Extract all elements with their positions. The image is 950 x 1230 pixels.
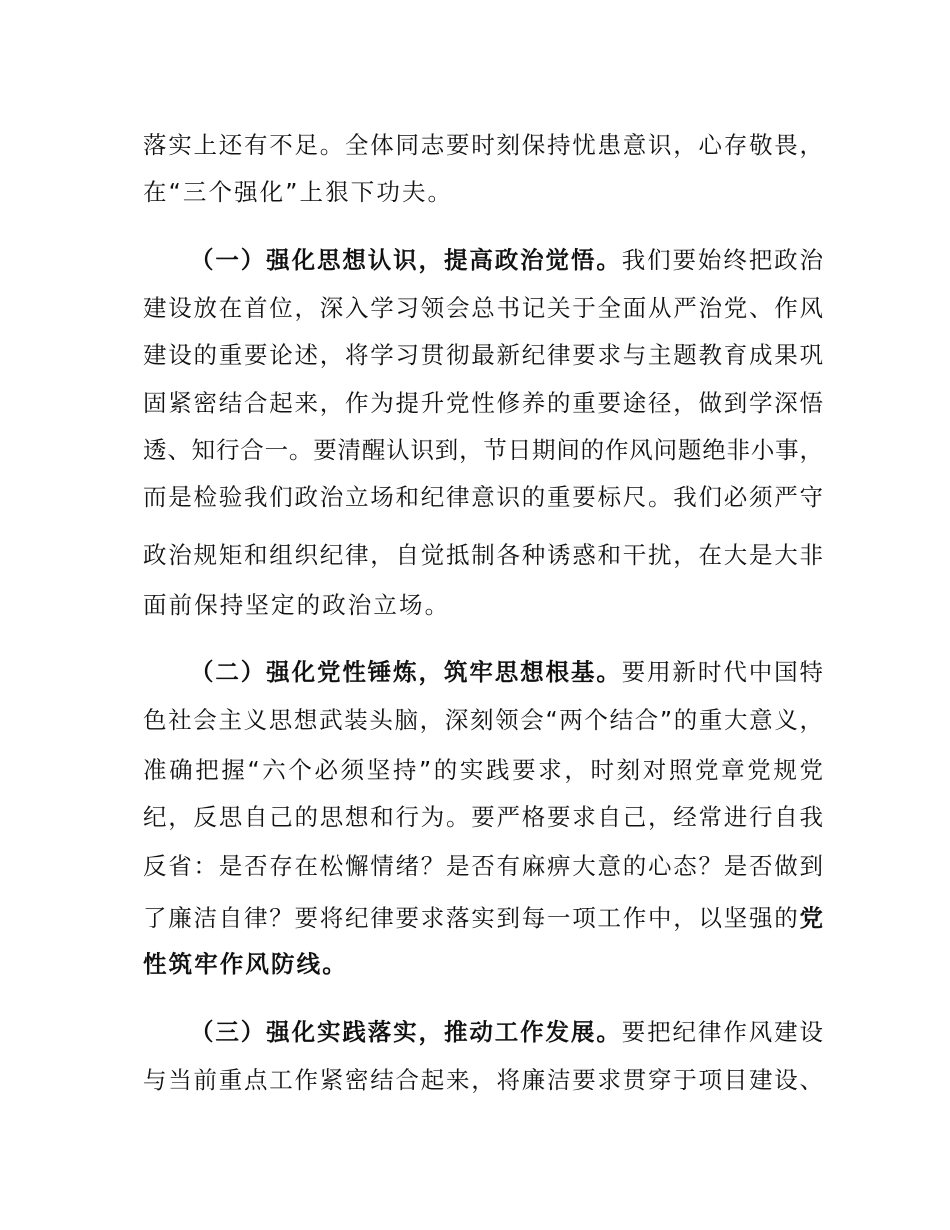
section3-line-2: 与当前重点工作紧密结合起来，将廉洁要求贯穿于项目建设、 <box>143 1066 823 1094</box>
section2-line-3: 准确把握“六个必须坚持”的实践要求，时刻对照党章党规党 <box>143 756 823 784</box>
section2-heading: （二）强化党性锤炼，筑牢思想根基。 <box>190 658 622 686</box>
section2-line-2: 色社会主义思想武装头脑，深刻领会“两个结合”的重大意义， <box>143 706 823 734</box>
section3-line-1 <box>190 1012 823 1052</box>
section3-line-1-text: 要把纪律作风建设 <box>621 1018 824 1046</box>
section1-line-4: 固紧密结合起来，作为提升党性修养的重要途径，做到学深悟 <box>143 389 823 417</box>
section2-line-6-bold: 党 <box>799 904 823 932</box>
section2-line-4: 纪，反思自己的思想和行为。要严格要求自己，经常进行自我 <box>143 803 823 831</box>
section1-line-2: 建设放在首位，深入学习领会总书记关于全面从严治党、作风 <box>143 294 823 322</box>
intro-line-2: 在“三个强化”上狠下功夫。 <box>143 178 454 206</box>
section2-line-6 <box>143 898 823 938</box>
section3-heading: （三）强化实践落实，推动工作发展。 <box>190 1018 622 1046</box>
section1-line-1 <box>190 240 823 280</box>
section2-line-6-text: 了廉洁自律？要将纪律要求落实到每一项工作中，以坚强的 <box>143 904 800 932</box>
section1-line-5: 透、知行合一。要清醒认识到，节日期间的作风问题绝非小事， <box>143 436 823 464</box>
section1-line-7: 政治规矩和组织纪律，自觉抵制各种诱惑和干扰，在大是大非 <box>143 541 823 569</box>
section1-line-1-text: 我们要始终把政治 <box>621 246 824 274</box>
section2-line-5: 反省：是否存在松懈情绪？是否有麻痹大意的心态？是否做到 <box>143 852 823 880</box>
section2-line-1-text: 要用新时代中国特 <box>621 658 824 686</box>
section1-line-3: 建设的重要论述，将学习贯彻最新纪律要求与主题教育成果巩 <box>143 341 823 369</box>
section1-heading: （一）强化思想认识，提高政治觉悟。 <box>190 246 622 274</box>
intro-line-1: 落实上还有不足。全体同志要时刻保持忧患意识，心存敬畏， <box>143 131 823 159</box>
section1-line-6: 而是检验我们政治立场和纪律意识的重要标尺。我们必须严守 <box>143 483 823 511</box>
section2-line-1 <box>190 652 823 692</box>
section2-line-7: 性筑牢作风防线。 <box>143 950 348 978</box>
section1-line-8: 面前保持坚定的政治立场。 <box>143 591 451 619</box>
